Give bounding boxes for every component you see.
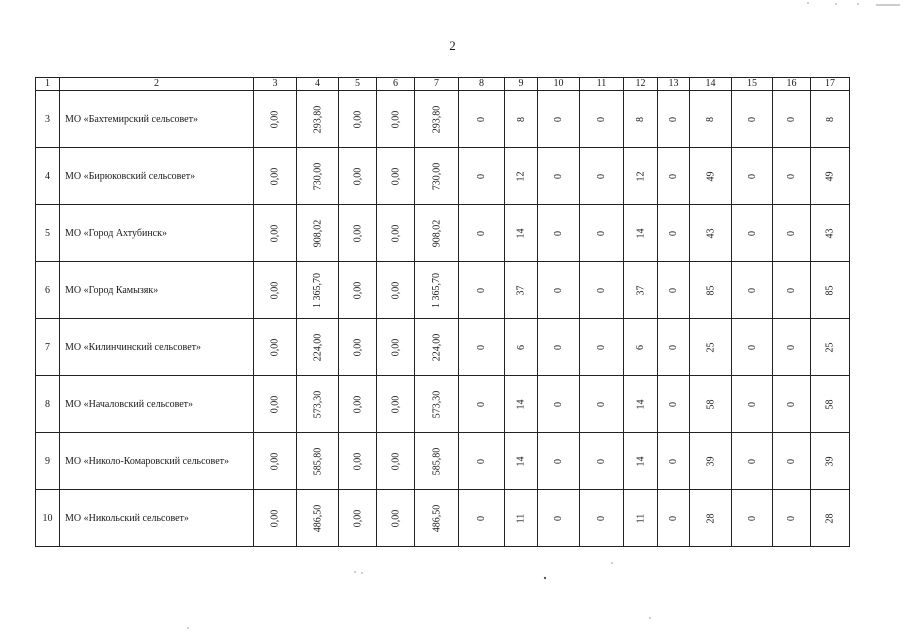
cell-value: 1 365,70 xyxy=(312,272,323,308)
cell-value: 908,02 xyxy=(312,219,323,247)
cell-value: 43 xyxy=(824,228,836,238)
cell-value: 0 xyxy=(596,401,607,407)
cell-value: 0 xyxy=(476,458,487,464)
column-header-7: 7 xyxy=(415,78,459,91)
column-header-12: 12 xyxy=(624,78,658,91)
municipality-name: МО «Город Камызяк» xyxy=(60,262,254,319)
column-header-1: 1 xyxy=(36,78,60,91)
cell-value: 0,00 xyxy=(390,395,401,413)
row-number: 5 xyxy=(36,205,60,262)
cell-value: 0,00 xyxy=(269,452,281,470)
cell-value: 43 xyxy=(705,228,716,238)
cell-value: 14 xyxy=(635,399,646,409)
cell-value: 25 xyxy=(824,342,836,352)
cell-value: 8 xyxy=(824,116,836,122)
cell-value: 0,00 xyxy=(352,509,363,527)
row-number: 6 xyxy=(36,262,60,319)
municipality-name: МО «Бирюковский сельсовет» xyxy=(60,148,254,205)
cell-value: 85 xyxy=(824,285,836,295)
column-header-8: 8 xyxy=(459,78,505,91)
cell-value: 0,00 xyxy=(390,110,401,128)
cell-value: 0 xyxy=(746,173,758,179)
cell-value: 0 xyxy=(668,230,679,236)
cell-value: 0 xyxy=(596,173,607,179)
cell-value: 0,00 xyxy=(390,224,401,242)
column-header-5: 5 xyxy=(339,78,377,91)
cell-value: 0 xyxy=(668,458,679,464)
column-header-11: 11 xyxy=(580,78,624,91)
cell-value: 0,00 xyxy=(390,509,401,527)
cell-value: 486,50 xyxy=(431,504,442,532)
cell-value: 0 xyxy=(786,458,797,464)
cell-value: 0 xyxy=(476,173,487,179)
cell-value: 0,00 xyxy=(269,509,281,527)
cell-value: 0,00 xyxy=(352,452,363,470)
cell-value: 0,00 xyxy=(352,395,363,413)
cell-value: 0 xyxy=(476,230,487,236)
row-number: 7 xyxy=(36,319,60,376)
cell-value: 6 xyxy=(635,344,646,350)
cell-value: 0 xyxy=(786,173,797,179)
cell-value: 0 xyxy=(786,344,797,350)
cell-value: 0,00 xyxy=(269,281,281,299)
cell-value: 14 xyxy=(515,399,527,409)
cell-value: 224,00 xyxy=(431,333,442,361)
municipality-name: МО «Никольский сельсовет» xyxy=(60,490,254,547)
row-number: 9 xyxy=(36,433,60,490)
cell-value: 0 xyxy=(596,116,607,122)
municipality-name: МО «Николо-Комаровский сельсовет» xyxy=(60,433,254,490)
cell-value: 0 xyxy=(746,116,758,122)
cell-value: 293,80 xyxy=(431,105,442,133)
cell-value: 28 xyxy=(824,513,836,523)
cell-value: 0 xyxy=(786,116,797,122)
cell-value: 585,80 xyxy=(431,447,442,475)
cell-value: 0 xyxy=(596,344,607,350)
cell-value: 573,30 xyxy=(431,390,442,418)
cell-value: 0 xyxy=(553,230,564,236)
cell-value: 0 xyxy=(596,230,607,236)
row-number: 4 xyxy=(36,148,60,205)
cell-value: 0 xyxy=(746,230,758,236)
cell-value: 0,00 xyxy=(352,224,363,242)
cell-value: 0 xyxy=(746,401,758,407)
cell-value: 908,02 xyxy=(431,219,442,247)
cell-value: 0 xyxy=(668,173,679,179)
cell-value: 28 xyxy=(705,513,716,523)
column-header-15: 15 xyxy=(732,78,773,91)
cell-value: 14 xyxy=(635,228,646,238)
cell-value: 0,00 xyxy=(390,452,401,470)
cell-value: 0,00 xyxy=(269,338,281,356)
cell-value: 0 xyxy=(746,515,758,521)
cell-value: 0 xyxy=(476,287,487,293)
column-header-10: 10 xyxy=(538,78,580,91)
cell-value: 0 xyxy=(786,515,797,521)
municipality-name: МО «Началовский сельсовет» xyxy=(60,376,254,433)
cell-value: 0 xyxy=(553,287,564,293)
cell-value: 224,00 xyxy=(312,333,323,361)
cell-value: 0 xyxy=(553,401,564,407)
column-header-17: 17 xyxy=(811,78,850,91)
column-header-9: 9 xyxy=(505,78,538,91)
cell-value: 12 xyxy=(635,171,646,181)
cell-value: 0,00 xyxy=(390,338,401,356)
cell-value: 37 xyxy=(515,285,527,295)
cell-value: 6 xyxy=(515,344,527,350)
cell-value: 11 xyxy=(515,513,527,523)
municipality-name: МО «Килинчинский сельсовет» xyxy=(60,319,254,376)
cell-value: 0 xyxy=(786,401,797,407)
column-header-3: 3 xyxy=(254,78,297,91)
column-header-6: 6 xyxy=(377,78,415,91)
cell-value: 573,30 xyxy=(312,390,323,418)
cell-value: 486,50 xyxy=(312,504,323,532)
cell-value: 37 xyxy=(635,285,646,295)
cell-value: 0 xyxy=(553,515,564,521)
cell-value: 49 xyxy=(705,171,716,181)
cell-value: 0 xyxy=(596,287,607,293)
cell-value: 0,00 xyxy=(269,167,281,185)
cell-value: 85 xyxy=(705,285,716,295)
cell-value: 58 xyxy=(824,399,836,409)
cell-value: 58 xyxy=(705,399,716,409)
cell-value: 11 xyxy=(634,513,646,523)
cell-value: 0 xyxy=(746,344,758,350)
cell-value: 1 365,70 xyxy=(431,272,442,308)
cell-value: 0 xyxy=(668,401,679,407)
cell-value: 14 xyxy=(515,456,527,466)
cell-value: 0,00 xyxy=(352,338,363,356)
cell-value: 0 xyxy=(786,287,797,293)
cell-value: 0 xyxy=(668,515,679,521)
column-header-4: 4 xyxy=(297,78,339,91)
cell-value: 0,00 xyxy=(269,110,281,128)
cell-value: 0,00 xyxy=(352,110,363,128)
cell-value: 0 xyxy=(476,116,487,122)
column-header-16: 16 xyxy=(773,78,811,91)
municipality-name: МО «Город Ахтубинск» xyxy=(60,205,254,262)
cell-value: 0 xyxy=(596,515,607,521)
row-number: 8 xyxy=(36,376,60,433)
cell-value: 0,00 xyxy=(390,281,401,299)
column-header-13: 13 xyxy=(658,78,690,91)
cell-value: 0 xyxy=(553,116,564,122)
cell-value: 0 xyxy=(786,230,797,236)
cell-value: 25 xyxy=(705,342,716,352)
cell-value: 293,80 xyxy=(312,105,323,133)
cell-value: 39 xyxy=(705,456,716,466)
cell-value: 0 xyxy=(553,458,564,464)
page-number: 2 xyxy=(449,38,456,53)
cell-value: 0 xyxy=(668,116,679,122)
cell-value: 0 xyxy=(668,344,679,350)
column-header-2: 2 xyxy=(60,78,254,91)
cell-value: 0 xyxy=(476,344,487,350)
cell-value: 8 xyxy=(635,116,646,122)
cell-value: 12 xyxy=(515,171,527,181)
row-number: 3 xyxy=(36,91,60,148)
row-number: 10 xyxy=(36,490,60,547)
cell-value: 0,00 xyxy=(352,281,363,299)
cell-value: 0 xyxy=(476,515,487,521)
cell-value: 0,00 xyxy=(269,224,281,242)
municipality-name: МО «Бахтемирский сельсовет» xyxy=(60,91,254,148)
cell-value: 585,80 xyxy=(312,447,323,475)
cell-value: 8 xyxy=(515,116,527,122)
cell-value: 0 xyxy=(746,287,758,293)
cell-value: 0 xyxy=(476,401,487,407)
cell-value: 0 xyxy=(553,344,564,350)
cell-value: 14 xyxy=(515,228,527,238)
cell-value: 39 xyxy=(824,456,836,466)
cell-value: 0 xyxy=(746,458,758,464)
cell-value: 8 xyxy=(705,116,716,122)
cell-value: 730,00 xyxy=(312,162,323,190)
cell-value: 0,00 xyxy=(390,167,401,185)
cell-value: 730,00 xyxy=(431,162,442,190)
cell-value: 0,00 xyxy=(269,395,281,413)
cell-value: 14 xyxy=(635,456,646,466)
column-header-14: 14 xyxy=(690,78,732,91)
cell-value: 0 xyxy=(668,287,679,293)
cell-value: 0 xyxy=(553,173,564,179)
cell-value: 0 xyxy=(596,458,607,464)
cell-value: 49 xyxy=(824,171,836,181)
cell-value: 0,00 xyxy=(352,167,363,185)
